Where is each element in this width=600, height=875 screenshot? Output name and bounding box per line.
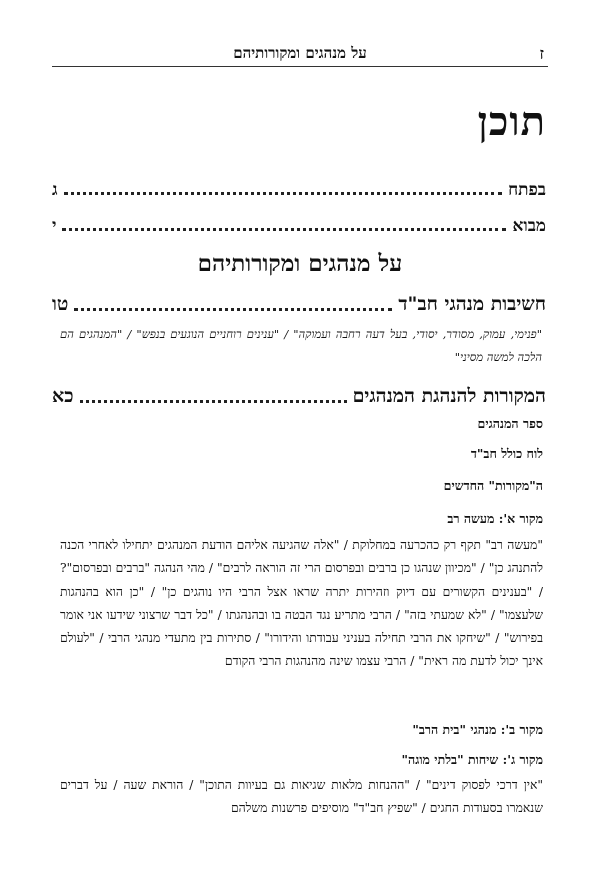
dot-leader: [74, 308, 392, 311]
dot-leader: [80, 400, 347, 403]
subsection-summary: "מעשה רב" תקף רק כהכרעה במחלוקת / "אלה שהגיעה אליהם הודעת המנהגים יתחילו לאחרי הכנה להתנהג כן" / "מכיוון שנהגו כן ברבים ובפרסום הרי זה הוראה לרבים" / מהי הנהגה "ברבים ובפרסום"? / "בענינים הקשורים עם דיוק וזהירות יתרה שראו אצל הרבי היו נוהגים כן" / "כן הוא בהנהגות שלעצמו" / "לא שמעתי בזה" / הרבי מתריע נגד הבטה בו ובהנהגתו / "כל דבר שרצוני שידעו אני אומר בפירוש" / "שיחקו את הרבי תחילה בעניני עבודתו והידורו" / סתירות בין מתעדי מנהגי הרבי / "לעולם אינך יכול לדעת מה ראית" / הרבי עצמו שינה מהנהגות הרבי הקודם: [60, 538, 543, 669]
toc-entry-label: המקורות להנהגת המנהגים: [352, 385, 546, 407]
toc-entry-page: ג: [52, 180, 58, 200]
toc-entry-label: מבוא: [512, 216, 546, 236]
subsection-heading: מקור ב': מנהגי "בית הרב": [412, 722, 543, 737]
toc-entry-chapter-1: [52, 292, 546, 316]
toc-entry-label: בפתח: [508, 180, 546, 200]
toc-entry-chapter-2: [52, 384, 546, 408]
toc-entry-page: טו: [52, 293, 69, 315]
subsection-heading: לוח כולל חב"ד: [470, 446, 543, 461]
toc-entry-introduction: [52, 212, 546, 236]
subsection-heading: מקור ג': שיחות "בלתי מוגה": [401, 752, 543, 767]
toc-entry-page: כא: [52, 385, 74, 407]
chapter-1-summary: "פנימי, עמוק, מסודר, יסודי, בעל דעה רחבה ועמוקה" / "ענינים רוחניים הנוגעים בנפש" / "המנהגים הם הלכה למשה מסיני": [60, 327, 542, 364]
subsection-heading: מקור א': מעשה רב: [447, 511, 543, 526]
toc-entry-label: חשיבות מנהגי חב"ד: [398, 293, 546, 315]
running-title: על מנהגים ומקורותיהם: [233, 44, 367, 62]
part-title: על מנהגים ומקורותיהם: [197, 250, 403, 277]
page-number: ז: [539, 44, 544, 63]
subsection-heading: ספר המנהגים: [477, 416, 543, 431]
running-header: [52, 44, 548, 67]
subsection-summary: "אין דרכי לפסוק דינים" / "ההנחות מלאות שגיאות גם בעיוות התוכן" / הוראת שעה / על דברים שנאמרו בסעודות החגים / "שפיץ חב"ד" מוסיפים פרשנות משלהם: [60, 778, 543, 816]
toc-entry-opening: [52, 176, 546, 200]
dot-leader: [64, 192, 503, 195]
toc-title: תוכן: [477, 98, 546, 145]
subsection-heading: ה"מקורות" החדשים: [443, 478, 543, 493]
toc-entry-page: י: [52, 216, 57, 236]
dot-leader: [62, 228, 506, 231]
